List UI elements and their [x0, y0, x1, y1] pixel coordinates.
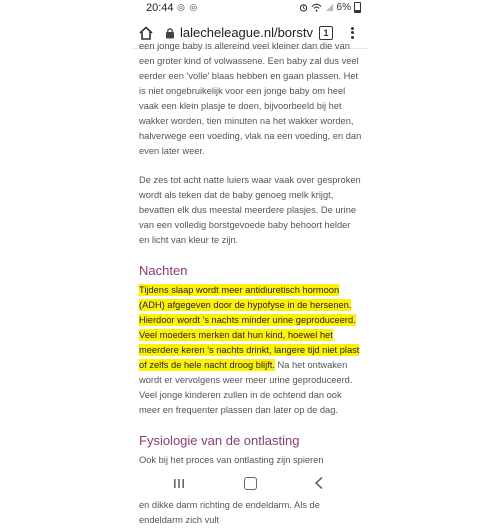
signal-icon — [325, 3, 334, 12]
wifi-icon — [311, 3, 322, 12]
nav-home-icon[interactable] — [244, 477, 257, 490]
paragraph-nights — [139, 283, 363, 418]
phone-screen — [133, 0, 367, 525]
paragraph-nights-rest: Na het ontwaken wordt er vervolgens weer meer urine geproduceerd. Veel jonge kinderen zullen in de ochtend dan ook meer en frequenter plassen dan later op de dag. — [139, 360, 353, 415]
tab-switcher-button[interactable]: 1 — [319, 26, 333, 40]
status-bar — [133, 0, 367, 18]
paragraph-physiology: Ook bij het proces van ontlasting zijn spieren en dikke darm richting de endeldarm. Als de endeldarm zich vult — [139, 455, 324, 525]
paragraph-diapers: De zes tot acht natte luiers waar vaak over gesproken wordt als teken dat de baby genoeg melk krijgt, bevatten elk dus meestal meerdere plasjes. De urine van een volledig borstgevoede baby behoort helder en licht van kleur te zijn. — [139, 175, 361, 245]
highlighted-text: Tijdens slaap wordt meer antidiuretisch hormoon (ADH) afgegeven door de hypofyse in de hersenen. Hierdoor wordt 's nachts minder urine geproduceerd. Veel moeders merken dat hun kind, hoewel het meerdere keren 's nachts drinkt, langere tijd niet plast of zelfs de hele nacht droog blijft. — [139, 285, 360, 370]
alarm-icon — [299, 3, 308, 12]
back-icon[interactable] — [313, 476, 325, 490]
heading-physiology: Fysiologie van de ontlasting — [139, 433, 300, 448]
system-nav-bar — [133, 466, 367, 500]
notification-icons: ◎ ◎ — [177, 2, 199, 12]
paragraph-bladder: een jonge baby is allereind veel kleiner dan die van een groter kind of volwassene. Een baby zal dus veel eerder een 'volle' blaas hebben en gaan plassen. Het is niet ongebruikelijk voor een jonge baby om heel vaak een klein plasje te doen, bijvoorbeeld bij het wakker worden, tien minuten na het wakker worden, halverwege een voeding, vlak na een voeding, en dan even later weer. — [139, 41, 362, 156]
status-time: 20:44 — [146, 2, 174, 14]
recents-icon[interactable] — [173, 478, 185, 489]
url-field[interactable]: lalecheleague.nl/borstv — [180, 25, 313, 40]
battery-percent: 6% — [336, 2, 351, 13]
article-content[interactable] — [133, 41, 367, 525]
status-indicators — [299, 2, 361, 13]
battery-icon — [354, 2, 361, 13]
lock-icon[interactable] — [165, 27, 175, 39]
heading-nights: Nachten — [139, 263, 188, 278]
